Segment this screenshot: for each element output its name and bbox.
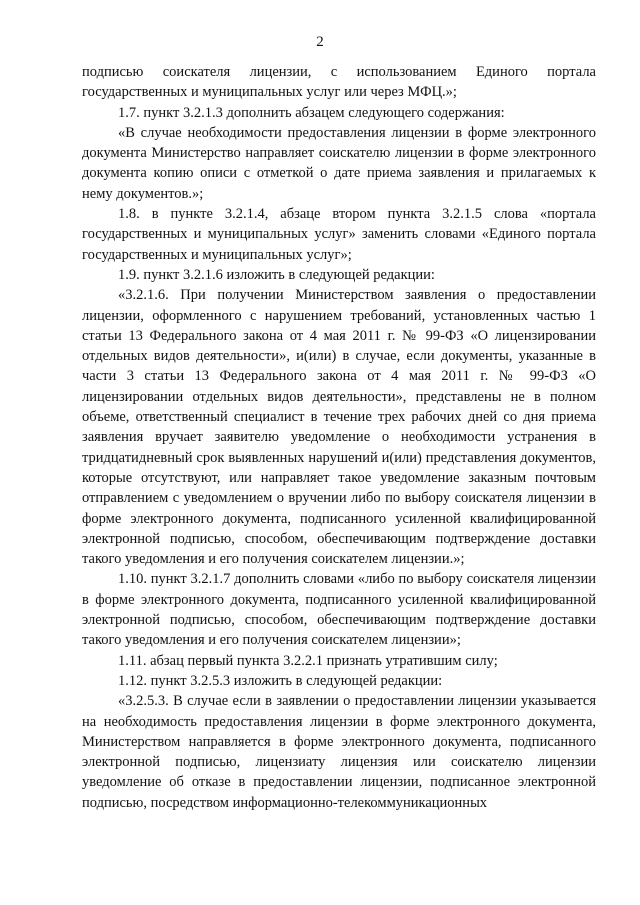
- paragraph-item-1-12: 1.12. пункт 3.2.5.3 изложить в следующей редакции:: [118, 672, 443, 689]
- paragraph-item-1-11: 1.11. абзац первый пункта 3.2.2.1 признать утратившим силу;: [118, 652, 498, 669]
- paragraph-continuation: подписью соискателя лицензии, с использованием Единого портала государственных и муниципальных услуг или через МФЦ.»;: [82, 64, 596, 101]
- paragraph-quote-3-2-5-3: «3.2.5.3. В случае если в заявлении о предоставлении лицензии указывается на необходимость предоставления лицензии в форме электронного документа, Министерством направляется в форме электронного документа, подписанного электронной подписью, лицензиату лицензия или соискателю лицензии уведомление об отказе в предоставлении лицензии, подписанное электронной подписью, посредством информационно-телекоммуникационных: [82, 693, 596, 811]
- paragraph-item-1-8: 1.8. в пункте 3.2.1.4, абзаце втором пункта 3.2.1.5 слова «портала государственных и муниципальных услуг» заменить словами «Единого портала государственных и муниципальных услуг»;: [82, 206, 596, 263]
- paragraph-quote-3-2-1-6: «3.2.1.6. При получении Министерством заявления о предоставлении лицензии, оформленного с нарушением требований, установленных частью 1 статьи 13 Федерального закона от 4 мая 2011 г. № 99-ФЗ «О лицензировании отдельных видов деятельности», и(или) в случае, если документы, указанные в части 3 статьи 13 Федерального закона от 4 мая 2011 г. № 99-ФЗ «О лицензировании отдельных видов деятельности», представлены не в полном объеме, ответственный специалист в течение трех рабочих дней со дня приема заявления вручает заявителю уведомление о необходимости устранения в тридцатидневный срок выявленных нарушений и(или) представления документов, которые отсутствуют, или направляет такое уведомление заказным почтовым отправлением с уведомлением о вручении либо по выбору соискателя лицензии в форме электронного документа, подписанного усиленной квалифицированной электронной подписью, способом, обеспечивающим подтверждение доставки такого уведомления и его получения соискателем лицензии.»;: [82, 287, 596, 568]
- document-body: [82, 62, 596, 813]
- paragraph-quote-3-2-1-3: «В случае необходимости предоставления лицензии в форме электронного документа Министерство направляет соискателю лицензии в форме электронного документа копию описи с отметкой о дате приема заявления и прилагаемых к нему документов.»;: [82, 124, 596, 202]
- page-number: 2: [316, 34, 324, 50]
- paragraph-item-1-10: 1.10. пункт 3.2.1.7 дополнить словами «либо по выбору соискателя лицензии в форме электронного документа, подписанного усиленной квалифицированной электронной подписью, способом, обеспечивающим подтверждение доставки такого уведомления и его получения соискателем лицензии»;: [82, 571, 596, 649]
- paragraph-item-1-7: 1.7. пункт 3.2.1.3 дополнить абзацем следующего содержания:: [118, 104, 505, 121]
- paragraph-item-1-9: 1.9. пункт 3.2.1.6 изложить в следующей редакции:: [118, 266, 435, 283]
